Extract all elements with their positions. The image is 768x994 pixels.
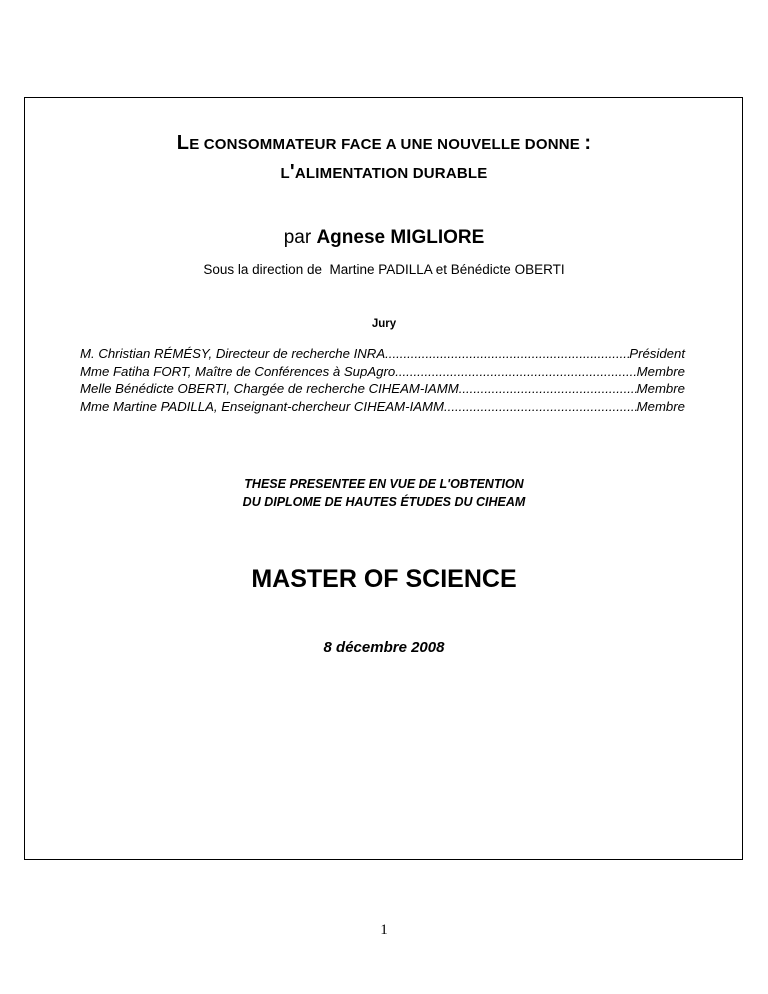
dot-leader — [385, 345, 629, 363]
jury-member-name: Mme Martine PADILLA, Enseignant-chercheur CIHEAM-IAMM — [80, 398, 444, 414]
dot-leader — [395, 363, 636, 381]
jury-heading: Jury — [371, 318, 397, 330]
dot-leader — [444, 398, 637, 416]
title-segment: ALIMENTATION DURABLE — [294, 165, 488, 182]
degree-title: MASTER OF SCIENCE — [251, 565, 517, 593]
author-line — [0, 227, 768, 249]
thesis-line-1: THESE PRESENTEE EN VUE DE L'OBTENTION — [244, 477, 524, 491]
jury-member — [80, 398, 685, 416]
title-line-1 — [0, 132, 768, 155]
author-name: Agnese MIGLIORE — [316, 227, 485, 248]
defense-date: 8 décembre 2008 — [323, 639, 445, 656]
title-segment: L — [176, 132, 190, 154]
supervision-line: Sous la direction de Martine PADILLA et Bénédicte OBERTI — [203, 262, 565, 277]
title-line-2 — [0, 161, 768, 184]
title-segment: L — [280, 165, 290, 182]
jury-member — [80, 363, 685, 381]
jury-member-role: Président — [629, 346, 685, 361]
jury-member-name: Mme Fatiha FORT, Maître de Conférences à SupAgro — [80, 363, 396, 379]
jury-member — [80, 345, 685, 363]
title-segment: ' — [289, 161, 295, 183]
jury-member-role: Membre — [636, 363, 685, 379]
thesis-line-2: DU DIPLOME DE HAUTES ÉTUDES DU CIHEAM — [242, 495, 526, 509]
jury-member-name: Melle Bénédicte OBERTI, Chargée de recherche CIHEAM-IAMM — [80, 381, 459, 396]
jury-member-name: M. Christian RÉMÉSY, Directeur de recherche INRA — [80, 346, 386, 361]
dot-leader — [459, 380, 637, 398]
page-number: 1 — [380, 922, 388, 938]
jury-member-role: Membre — [636, 381, 685, 396]
title-segment: : — [584, 132, 592, 154]
jury-member — [80, 380, 685, 398]
title-segment: E CONSOMMATEUR FACE A UNE NOUVELLE DONNE — [189, 136, 585, 153]
author-prefix: par — [283, 227, 312, 248]
jury-list — [80, 345, 685, 415]
thesis-statement — [0, 475, 768, 511]
jury-member-role: Membre — [636, 398, 685, 414]
